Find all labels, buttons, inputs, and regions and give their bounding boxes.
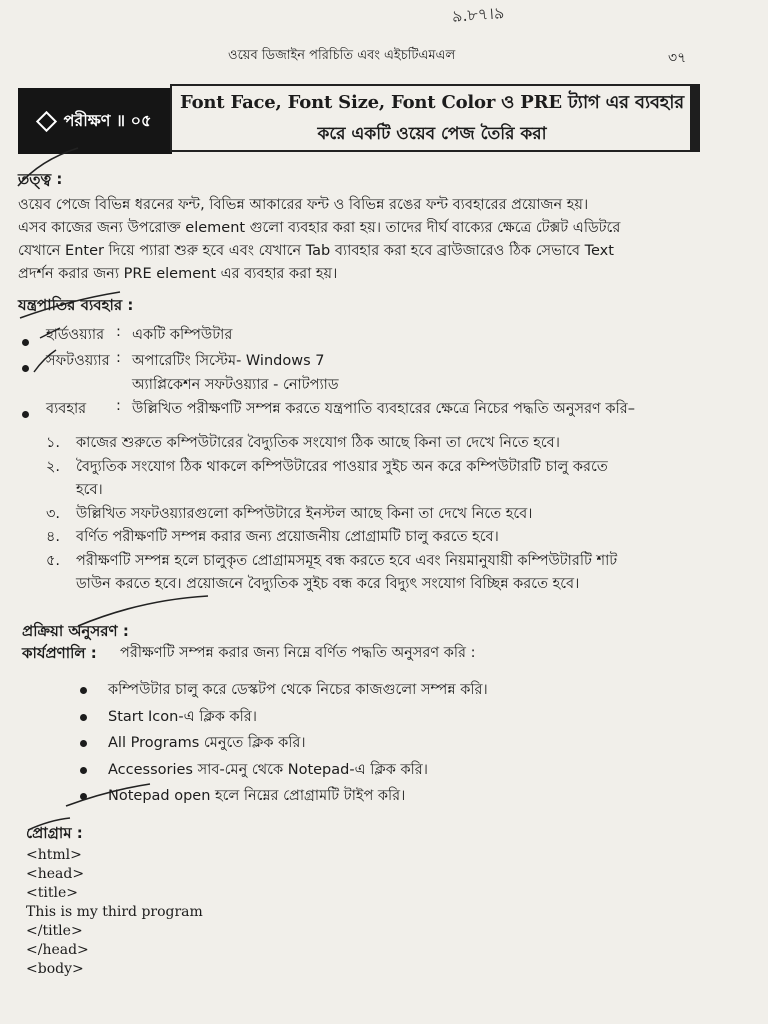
- bullet-icon: [22, 339, 29, 346]
- code-line: </title>: [26, 923, 83, 939]
- running-head-title: ওয়েব ডিজাইন পরিচিতি এবং এইচটিএমএল: [228, 48, 456, 63]
- procedure-list: [78, 678, 638, 811]
- program-heading: প্রোগ্রাম :: [26, 824, 83, 842]
- code-line: <head>: [26, 866, 85, 882]
- software-value-app: অ্যাপ্লিকেশন সফটওয়্যার - নোটপ্যাড: [132, 377, 339, 393]
- list-item-text: Accessories সাব-মেনু থেকে Notepad-এ ক্লিক করি।: [108, 761, 428, 778]
- step-text: কাজের শুরুতে কম্পিউটারের বৈদ্যুতিক সংযোগ ঠিক আছে কিনা তা দেখে নিতে হবে।: [76, 435, 560, 451]
- list-item-text: Start Icon-এ ক্লিক করি।: [108, 708, 257, 725]
- experiment-title-box: [170, 84, 692, 152]
- experiment-title-line-1: Font Face, Font Size, Font Color ও PRE ট্যাগ এর ব্যবহার: [180, 91, 684, 113]
- step-number: ২.: [46, 458, 61, 475]
- step-item: [46, 526, 706, 550]
- step-item: [46, 432, 706, 456]
- list-item: [78, 678, 638, 705]
- code-line: <body>: [26, 961, 84, 977]
- handwritten-note: ৯.৮৭।৯: [451, 3, 505, 26]
- bullet-icon: [80, 740, 87, 747]
- bullet-icon: [80, 767, 87, 774]
- software-value-os: অপারেটিং সিস্টেম- Windows 7: [132, 353, 325, 369]
- bullet-icon: [22, 411, 29, 418]
- theory-line: যেখানে Enter দিয়ে প্যারা শুরু হবে এবং যেখানে Tab ব্যাবহার করা হবে ব্রাউজারেও ঠিক সেভাবে Text: [18, 243, 614, 259]
- step-number: ৪.: [46, 529, 61, 545]
- experiment-title-line-2: করে একটি ওয়েব পেজ তৈরি করা: [317, 123, 547, 144]
- usage-value: উল্লিখিত পরীক্ষণটি সম্পন্ন করতে যন্ত্রপাতি ব্যবহারের ক্ষেত্রে নিচের পদ্ধতি অনুসরণ করি–: [132, 401, 635, 417]
- list-item: [78, 758, 638, 785]
- code-line: </head>: [26, 942, 89, 958]
- colon: :: [116, 324, 121, 340]
- step-text: পরীক্ষণটি সম্পন্ন হলে চালুকৃত প্রোগ্রামসমূহ বন্ধ করতে হবে এবং নিয়মানুযায়ী কম্পিউটারটি শাট: [76, 552, 618, 569]
- theory-line: প্রদর্শন করার জন্য PRE element এর ব্যবহার করা হয়।: [18, 266, 338, 282]
- bullet-icon: [80, 793, 87, 800]
- step-item: [46, 456, 706, 503]
- list-item: [78, 784, 638, 811]
- step-number: ৫.: [46, 552, 61, 569]
- page-number: ৩৭: [668, 50, 687, 66]
- bullet-icon: [80, 714, 87, 721]
- list-item: [78, 705, 638, 732]
- hardware-value: একটি কম্পিউটার: [132, 327, 233, 343]
- step-text: ডাউন করতে হবে। প্রয়োজনে বৈদ্যুতিক সুইচ বন্ধ করে বিদ্যুৎ সংযোগ বিচ্ছিন্ন করতে হবে।: [76, 576, 580, 592]
- usage-label: ব্যবহার: [46, 401, 87, 417]
- experiment-label: পরীক্ষণ ॥ ০৫: [63, 110, 152, 130]
- bullet-icon: [22, 365, 29, 372]
- code-block: [26, 846, 203, 979]
- equipment-heading: যন্ত্রপাতির ব্যবহার :: [18, 296, 134, 314]
- bullet-icon: [80, 687, 87, 694]
- list-item: [78, 731, 638, 758]
- equipment-steps: [46, 432, 706, 597]
- method-text: পরীক্ষণটি সম্পন্ন করার জন্য নিম্নে বর্ণিত পদ্ধতি অনুসরণ করি :: [120, 645, 476, 661]
- theory-line: এসব কাজের জন্য উপরোক্ত element গুলো ব্যবহার করা হয়। তাদের দীর্ঘ বাক্যের ক্ষেত্রে টেক্সট এডিটরে: [18, 220, 621, 236]
- code-line: <title>: [26, 885, 78, 901]
- software-label: সফটওয়্যার: [46, 353, 110, 369]
- theory-line: ওয়েব পেজে বিভিন্ন ধরনের ফন্ট, বিভিন্ন আকারের ফন্ট ও বিভিন্ন রঙের ফন্ট ব্যবহারের প্রয়োজন হয়।: [18, 197, 589, 213]
- theory-heading: তত্ত্ব :: [18, 170, 63, 188]
- step-item: [46, 503, 706, 527]
- step-text: হবে।: [76, 482, 103, 498]
- step-item: [46, 550, 706, 597]
- colon: :: [116, 350, 121, 366]
- list-item-text: All Programs মেনুতে ক্লিক করি।: [108, 735, 306, 751]
- step-number: ৩.: [46, 505, 61, 522]
- diamond-icon: [35, 110, 56, 131]
- list-item-text: Notepad open হলে নিম্নের প্রোগ্রামটি টাইপ করি।: [108, 788, 406, 804]
- code-line: <html>: [26, 847, 82, 863]
- theory-paragraph: [18, 194, 698, 286]
- colon: :: [116, 398, 121, 414]
- code-line: This is my third program: [26, 904, 203, 920]
- step-text: বৈদ্যুতিক সংযোগ ঠিক থাকলে কম্পিউটারের পাওয়ার সুইচ অন করে কম্পিউটারটি চালু করতে: [76, 458, 608, 475]
- experiment-label-box: [18, 88, 172, 154]
- step-text: বর্ণিত পরীক্ষণটি সম্পন্ন করার জন্য প্রয়োজনীয় প্রোগ্রামটি চালু করতে হবে।: [76, 529, 499, 545]
- procedure-heading: প্রক্রিয়া অনুসরণ :: [22, 622, 129, 640]
- step-number: ১.: [46, 435, 61, 451]
- list-item-text: কম্পিউটার চালু করে ডেস্কটপ থেকে নিচের কাজগুলো সম্পন্ন করি।: [108, 682, 488, 698]
- hardware-label: হার্ডওয়্যার: [46, 327, 105, 343]
- method-label: কার্যপ্রণালি :: [22, 644, 97, 662]
- running-head: [0, 44, 768, 68]
- step-text: উল্লিখিত সফটওয়্যারগুলো কম্পিউটারে ইনস্টল আছে কিনা তা দেখে নিতে হবে।: [76, 505, 533, 522]
